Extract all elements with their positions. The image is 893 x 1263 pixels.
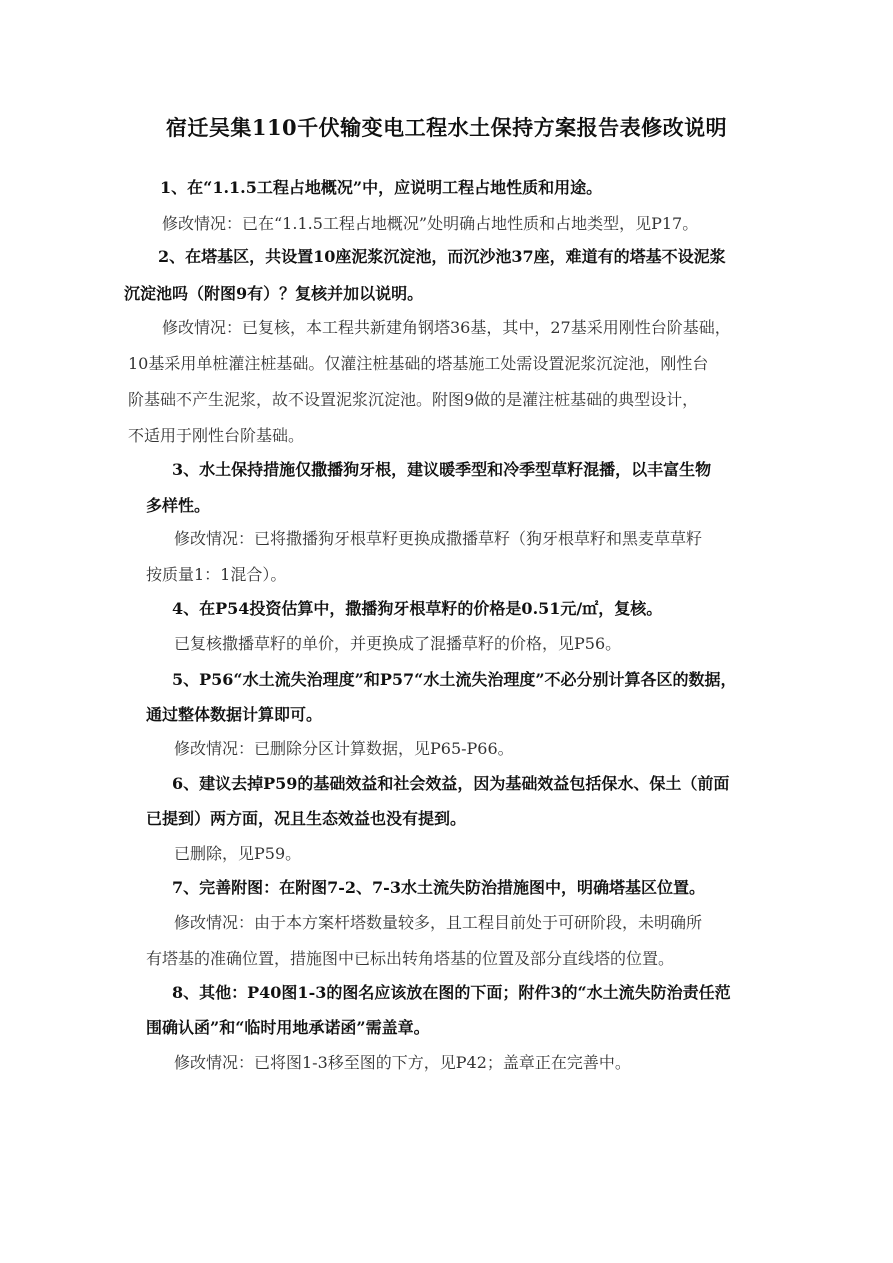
item-4-question-line-1: 4、在P54投资估算中，撒播狗牙根草籽的价格是0.51元/㎡，复核。 xyxy=(172,599,663,618)
item-3-answer xyxy=(174,521,702,557)
item-8-answer-line-1: 修改情况：已将图1-3移至图的下方，见P42；盖章正在完善中。 xyxy=(174,1053,631,1072)
item-8-question-cont xyxy=(146,1010,430,1046)
item-1-answer xyxy=(162,206,698,242)
item-3-answer-line-1: 修改情况：已将撒播狗牙根草籽更换成撒播草籽（狗牙根草籽和黑麦草草籽 xyxy=(174,529,703,548)
item-7-answer-line-1: 修改情况：由于本方案杆塔数量较多，且工程目前处于可研阶段，未明确所 xyxy=(174,913,703,932)
item-3-answer-cont xyxy=(146,557,286,593)
item-1-question xyxy=(160,170,602,206)
item-2-answer-line-2: 10基采用单桩灌注桩基础。仅灌注桩基础的塔基施工处需设置泥浆沉淀池，刚性台 xyxy=(128,354,709,373)
item-8-question-line-2: 围确认函”和“临时用地承诺函”需盖章。 xyxy=(146,1018,430,1037)
item-6-question-line-2: 已提到）两方面，况且生态效益也没有提到。 xyxy=(146,809,467,828)
item-8-question-line-1: 8、其他：P40图1-3的图名应该放在图的下面；附件3的“水土流失防治责任范 xyxy=(172,983,731,1002)
item-7-answer xyxy=(174,905,702,941)
item-2-question-line-2: 沉淀池吗（附图9有）？复核并加以说明。 xyxy=(124,284,424,303)
item-5-answer xyxy=(174,731,514,767)
item-6-question xyxy=(172,766,729,802)
item-4-question xyxy=(172,591,662,627)
item-3-question-cont xyxy=(146,488,210,524)
item-2-answer-line-3: 阶基础不产生泥浆，故不设置泥浆沉淀池。附图9做的是灌注桩基础的典型设计， xyxy=(128,390,699,409)
item-5-question xyxy=(172,662,737,698)
item-6-question-cont xyxy=(146,801,466,837)
item-1-question-line-1: 1、在“1.1.5工程占地概况”中，应说明工程占地性质和用途。 xyxy=(160,178,603,197)
item-1-answer-line-1: 修改情况：已在“1.1.5工程占地概况”处明确占地性质和占地类型，见P17。 xyxy=(162,214,699,233)
item-5-question-line-1: 5、P56“水土流失治理度”和P57“水土流失治理度”不必分别计算各区的数据， xyxy=(172,670,737,689)
item-2-answer-line-4: 不适用于刚性台阶基础。 xyxy=(128,426,305,445)
item-7-answer-line-2: 有塔基的准确位置，措施图中已标出转角塔基的位置及部分直线塔的位置。 xyxy=(146,949,675,968)
item-8-answer xyxy=(174,1045,631,1081)
document-title: 宿迁吴集110千伏输变电工程水土保持方案报告表修改说明 xyxy=(165,115,728,140)
item-3-answer-line-2: 按质量1：1混合）。 xyxy=(146,565,287,584)
item-4-answer xyxy=(174,626,621,662)
item-2-question-cont xyxy=(124,276,423,312)
item-4-answer-line-1: 已复核撒播草籽的单价，并更换成了混播草籽的价格，见P56。 xyxy=(174,634,622,653)
item-8-question xyxy=(172,975,731,1011)
item-2-answer-cont xyxy=(128,346,708,454)
item-5-answer-line-1: 修改情况：已删除分区计算数据，见P65-P66。 xyxy=(174,739,514,758)
item-3-question xyxy=(172,452,711,488)
item-3-question-line-2: 多样性。 xyxy=(146,496,211,515)
item-7-question-line-1: 7、完善附图：在附图7-2、7-3水土流失防治措施图中，明确塔基区位置。 xyxy=(172,878,705,897)
item-6-answer xyxy=(174,836,301,872)
item-7-answer-cont xyxy=(146,941,674,977)
item-2-answer-line-1: 修改情况：已复核，本工程共新建角钢塔36基，其中，27基采用刚性台阶基础， xyxy=(162,318,731,337)
item-5-question-line-2: 通过整体数据计算即可。 xyxy=(146,705,323,724)
item-6-question-line-1: 6、建议去掉P59的基础效益和社会效益，因为基础效益包括保水、保土（前面 xyxy=(172,774,730,793)
item-2-question xyxy=(158,239,726,275)
item-2-answer xyxy=(162,310,731,346)
item-5-question-cont xyxy=(146,697,322,733)
item-2-question-line-1: 2、在塔基区，共设置10座泥浆沉淀池，而沉沙池37座，难道有的塔基不设泥浆 xyxy=(158,247,726,266)
item-7-question xyxy=(172,870,705,906)
item-3-question-line-1: 3、水土保持措施仅撒播狗牙根，建议暖季型和冷季型草籽混播，以丰富生物 xyxy=(172,460,712,479)
item-6-answer-line-1: 已删除，见P59。 xyxy=(174,844,302,863)
